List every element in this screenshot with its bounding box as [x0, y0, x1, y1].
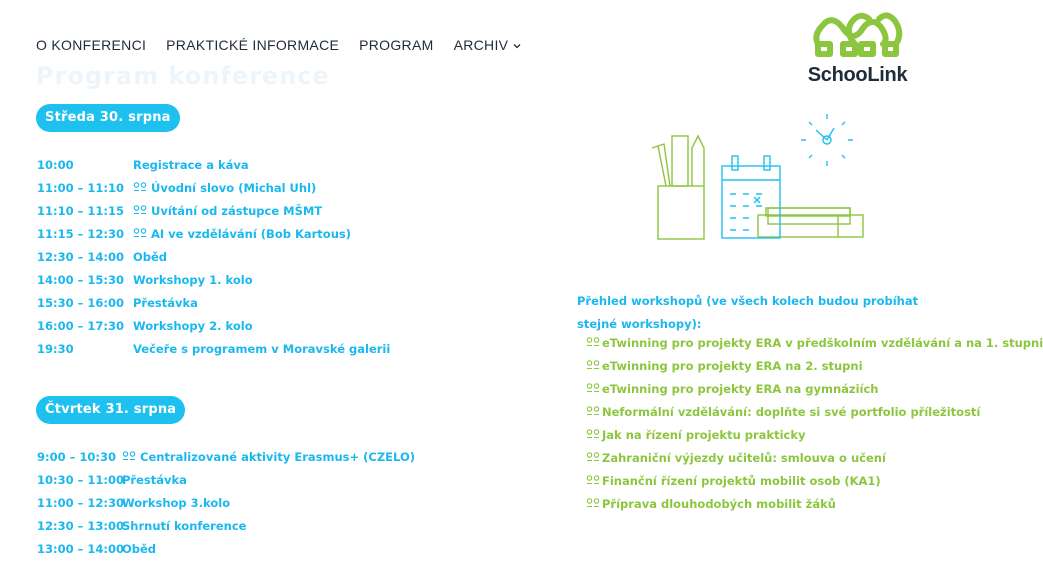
workshop-icon: [586, 360, 600, 369]
chevron-down-icon: [513, 43, 521, 49]
workshop-item: [586, 382, 879, 398]
nav-item-program[interactable]: PROGRAM: [359, 37, 434, 53]
row-label: Oběd: [122, 542, 157, 556]
workshop-icon: [586, 406, 600, 415]
row-time: 15:30 – 16:00: [37, 296, 124, 310]
workshop-icon: [586, 383, 600, 392]
workshop-label: eTwinning pro projekty ERA v předškolním vzdělávání a na 1. stupni: [602, 336, 1043, 350]
nav-item-archiv[interactable]: [454, 37, 522, 53]
workshop-label: Příprava dlouhodobých mobilit žáků: [602, 497, 836, 511]
speaker-icon: [133, 182, 147, 191]
row-label: Uvítání od zástupce MŠMT: [151, 204, 323, 218]
row-label: Workshopy 2. kolo: [133, 319, 253, 333]
workshop-item: [586, 336, 1043, 352]
nav-item-archiv-label: ARCHIV: [453, 37, 509, 53]
workshop-item: [586, 474, 881, 490]
row-label: Centralizované aktivity Erasmus+ (CZELO): [140, 450, 415, 464]
main-nav: [36, 37, 541, 53]
workshop-item: [586, 451, 886, 467]
row-label: Oběd: [133, 250, 168, 264]
row-time: 9:00 – 10:30: [37, 450, 116, 464]
workshop-item: [586, 497, 836, 513]
workshop-label: Jak na řízení projektu prakticky: [602, 428, 806, 442]
day-pill-wednesday: Středa 30. srpna: [36, 104, 180, 132]
workshops-title: Přehled workshopů (ve všech kolech budou probíhat stejné workshopy):: [577, 294, 919, 331]
school-supplies-illustration: [648, 110, 866, 242]
row-label: Přestávka: [133, 296, 198, 310]
workshop-item: [586, 428, 805, 444]
workshop-label: Finanční řízení projektů mobilit osob (KA1): [602, 474, 881, 488]
workshop-item: [586, 359, 863, 375]
row-time: 11:00 – 12:30: [37, 496, 124, 510]
schoolink-logo-icon: [795, 5, 920, 63]
nav-item-prakticke-informace[interactable]: PRAKTICKÉ INFORMACE: [166, 37, 340, 53]
speaker-icon: [133, 205, 147, 214]
page-title: Program konference: [36, 62, 330, 90]
row-time: 10:00: [37, 158, 74, 172]
row-label: Workshopy 1. kolo: [133, 273, 253, 287]
row-time: 11:10 – 11:15: [37, 204, 124, 218]
row-label: Workshop 3.kolo: [122, 496, 231, 510]
workshop-label: Zahraniční výjezdy učitelů: smlouva o učení: [602, 451, 886, 465]
day-pill-thursday: Čtvrtek 31. srpna: [36, 396, 185, 424]
row-label: Registrace a káva: [133, 158, 249, 172]
row-label: AI ve vzdělávání (Bob Kartous): [151, 227, 351, 241]
nav-item-o-konferenci[interactable]: O KONFERENCI: [36, 37, 147, 53]
workshop-label: Neformální vzdělávání: doplňte si své portfolio příležitostí: [602, 405, 981, 419]
row-time: 13:00 – 14:00: [37, 542, 124, 556]
workshop-icon: [586, 429, 600, 438]
logo-text: SchooLink: [807, 64, 908, 86]
workshop-label: eTwinning pro projekty ERA na gymnáziích: [602, 382, 879, 396]
row-time: 14:00 – 15:30: [37, 273, 124, 287]
workshop-item: [586, 405, 980, 421]
row-time: 11:15 – 12:30: [37, 227, 124, 241]
workshop-icon: [586, 452, 600, 461]
row-time: 16:00 – 17:30: [37, 319, 124, 333]
workshop-label: eTwinning pro projekty ERA na 2. stupni: [602, 359, 863, 373]
speaker-icon: [133, 228, 147, 237]
row-time: 11:00 – 11:10: [37, 181, 124, 195]
workshop-icon: [586, 475, 600, 484]
row-time: 10:30 – 11:00: [37, 473, 124, 487]
schoolink-logo[interactable]: [795, 5, 920, 87]
row-time: 19:30: [37, 342, 74, 356]
row-label: Večeře s programem v Moravské galerii: [133, 342, 391, 356]
row-label: Přestávka: [122, 473, 187, 487]
row-label: Shrnutí konference: [122, 519, 247, 533]
row-label: Úvodní slovo (Michal Uhl): [151, 181, 317, 195]
row-time: 12:30 – 13:00: [37, 519, 124, 533]
speaker-icon: [122, 451, 136, 460]
workshop-icon: [586, 498, 600, 507]
workshop-icon: [586, 337, 600, 346]
row-time: 12:30 – 14:00: [37, 250, 124, 264]
